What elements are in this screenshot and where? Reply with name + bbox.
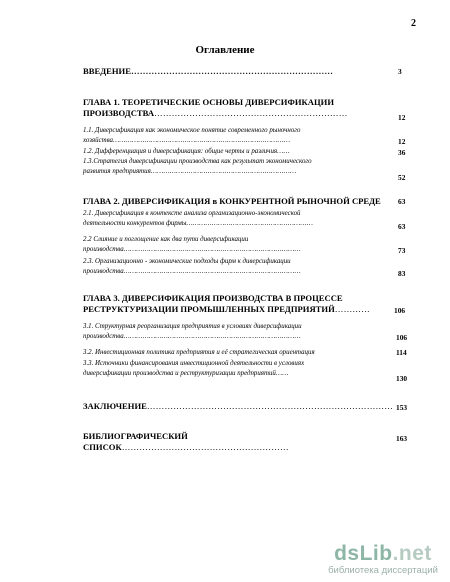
toc-page-1-1: 12 [398, 137, 406, 146]
toc-entry-3-1: 3.1. Структурная реорганизация предприятия в условиях диверсификации производства………………………………………………………………………… [83, 322, 383, 341]
toc-entry-text-cont: производства [83, 245, 124, 253]
toc-entry-text: 2.2 Слияние и поглощение как два пути диверсификации [83, 236, 249, 243]
toc-page-chapter-3: 106 [394, 306, 406, 315]
toc-entry-chapter-3: ГЛАВА 3. ДИВЕРСИФИКАЦИЯ ПРОИЗВОДСТВА В ПРОЦЕССЕ РЕСТРУКТУРИЗАЦИИ ПРОМЫШЛЕННЫХ ПРЕДПРИЯТИЙ………… [83, 293, 383, 315]
toc-page-3-1: 106 [396, 333, 408, 342]
toc-entry-text-cont: производства [83, 267, 124, 275]
toc-entry-text: 1.2. Дифференциация и диверсификация: общие черты и различия [83, 148, 278, 155]
toc-entry-text-cont: хозяйства [83, 136, 114, 144]
page-number: 2 [411, 18, 416, 29]
toc-entry-2-2: 2.2 Слияние и поглощение как два пути диверсификации производства………………………………………………………………………… [83, 235, 383, 254]
toc-entry-text: 1.1. Диверсификация как экономическое понятие современного рыночного [83, 127, 301, 134]
toc-entry-chapter-1: ГЛАВА 1. ТЕОРЕТИЧЕСКИЕ ОСНОВЫ ДИВЕРСИФИКАЦИИ ПРОИЗВОДСТВА………………………………………………………… [83, 97, 383, 119]
toc-entry-text: 1.3.Стратегия диверсификации производства как результат экономического [83, 158, 312, 165]
toc-entry-text-cont: РЕСТРУКТУРИЗАЦИИ ПРОМЫШЛЕННЫХ ПРЕДПРИЯТИЙ [83, 304, 335, 314]
toc-entry-text-cont: диверсификации производства и реструктуризации предприятий [83, 369, 276, 377]
toc-entry-2-1: 2.1. Диверсификация в контексте анализа организационно-экономической деятельности конкурентов фирмы…………………………………………………… [83, 209, 383, 228]
toc-entry-1-2: 1.2. Дифференциация и диверсификация: общие черты и различия…… [83, 148, 290, 155]
watermark [328, 543, 438, 576]
toc-entry-2-3: 2.3. Организационно - экономические подходы фирм к диверсификации производства………………………………………………………………………… [83, 257, 383, 276]
toc-entry-text: ГЛАВА 1. ТЕОРЕТИЧЕСКИЕ ОСНОВЫ ДИВЕРСИФИКАЦИИ [83, 97, 335, 107]
toc-page-bibliography: 163 [396, 434, 408, 443]
toc-entry-text: 2.1. Диверсификация в контексте анализа организационно-экономической [83, 210, 301, 217]
toc-page-3-3: 130 [396, 374, 408, 383]
toc-entry-chapter-2 [83, 196, 383, 207]
toc-entry-text: 3.2. Инвестиционная политика предприятия и её стратегическая ориентация [83, 349, 315, 356]
toc-page-conclusion: 153 [396, 403, 408, 412]
toc-entry-text-cont: деятельности конкурентов фирмы [83, 219, 187, 227]
toc-entry-text: 2.3. Организационно - экономические подходы фирм к диверсификации [83, 258, 291, 265]
toc-page-1-2: 36 [398, 148, 406, 157]
toc-entry-text: БИБЛИОГРАФИЧЕСКИЙ СПИСОК [83, 431, 188, 452]
toc-page-2-1: 63 [398, 222, 406, 231]
toc-entry-text: ГЛАВА 3. ДИВЕРСИФИКАЦИЯ ПРОИЗВОДСТВА В ПРОЦЕССЕ [83, 293, 343, 303]
toc-page-3-2: 114 [396, 348, 407, 357]
toc-page-chapter-2: 63 [398, 197, 406, 206]
toc-page-1-3: 52 [398, 173, 406, 182]
toc-entry-text: ГЛАВА 2. ДИВЕРСИФИКАЦИЯ в КОНКУРЕНТНОЙ РЫНОЧНОЙ СРЕДЕ [83, 196, 381, 206]
toc-page-intro: 3 [398, 67, 402, 76]
toc-title: Оглавление [195, 44, 255, 56]
toc-entry-3-3: 3.3. Источники финансирования инвестиционной деятельности в условиях диверсификации производства и реструктуризации предприятий…… [83, 359, 383, 378]
toc-entry-text: ЗАКЛЮЧЕНИЕ [83, 401, 147, 411]
toc-entry-text: 3.1. Структурная реорганизация предприятия в условиях диверсификации [83, 323, 302, 330]
watermark-subtitle: библиотека диссертаций [328, 565, 438, 576]
toc-entry-text: ВВЕДЕНИЕ [83, 66, 131, 76]
toc-entry-intro: ВВЕДЕНИЕ…………………………………………………………… [83, 66, 334, 76]
toc-entry-text-cont: ПРОИЗВОДСТВА [83, 108, 155, 118]
toc-entry-text-cont: развития предприятия [83, 167, 151, 175]
toc-page-2-3: 83 [398, 269, 406, 278]
toc-entry-bibliography: БИБЛИОГРАФИЧЕСКИЙ СПИСОК………………………………………………… [83, 431, 289, 452]
toc-entry-1-3: 1.3.Стратегия диверсификации производства как результат экономического развития предприятия…………………………………………………………… [83, 157, 383, 176]
toc-entry-conclusion: ЗАКЛЮЧЕНИЕ………………………………………………………………………… [83, 401, 394, 411]
toc-page-2-2: 73 [398, 246, 406, 255]
toc-entry-text-cont: производства [83, 332, 124, 340]
toc-page-chapter-1: 12 [398, 113, 406, 122]
toc-entry-text: 3.3. Источники финансирования инвестиционной деятельности в условиях [83, 360, 305, 367]
toc-entry-1-1: 1.1. Диверсификация как экономическое понятие современного рыночного хозяйства………………………………………………………………………… [83, 126, 383, 145]
watermark-logo: dsLib.net [334, 542, 432, 565]
toc-entry-3-2 [83, 348, 383, 358]
